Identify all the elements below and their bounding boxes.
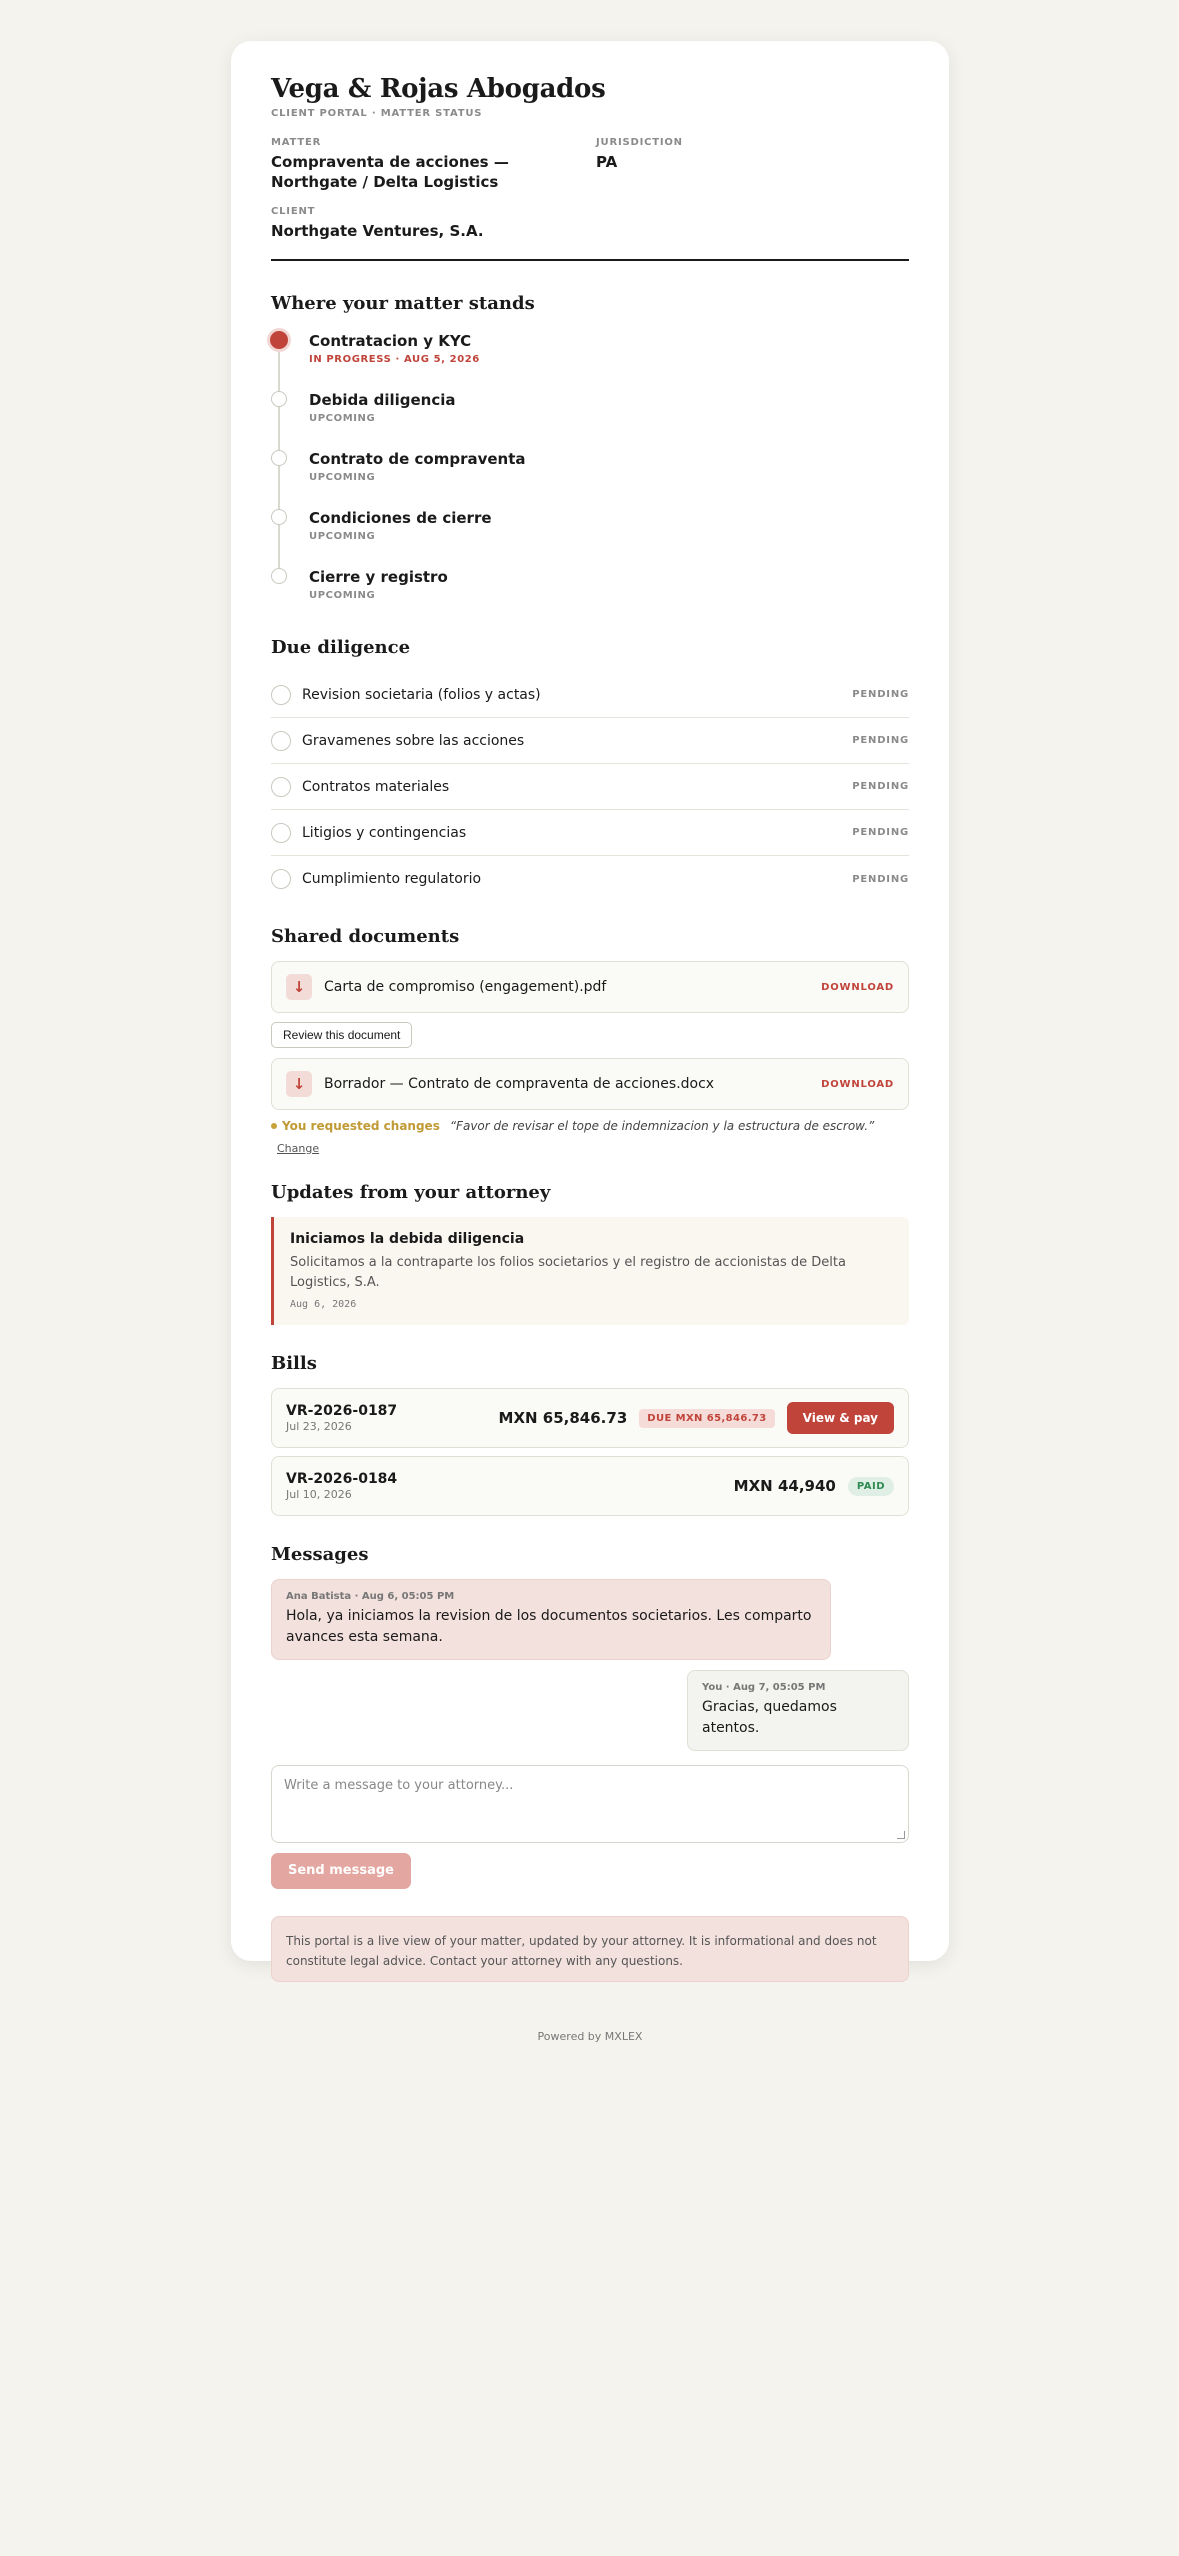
bill-date: Jul 10, 2026	[286, 1488, 352, 1501]
stage-status: UPCOMING	[309, 531, 376, 542]
empty-check-circle-icon	[271, 869, 291, 889]
matter-meta	[271, 137, 909, 192]
messages-section	[271, 1544, 909, 1889]
checklist-item	[271, 672, 909, 718]
stage-dot-icon	[271, 509, 287, 525]
portal-subtitle: CLIENT PORTAL · MATTER STATUS	[271, 108, 483, 119]
change-request-label: You requested changes	[282, 1119, 440, 1133]
document-name: Carta de compromiso (engagement).pdf	[324, 979, 607, 995]
checklist-item	[271, 764, 909, 810]
bill-id: VR-2026-0187	[286, 1403, 398, 1419]
messages-title: Messages	[271, 1544, 369, 1565]
checklist-item-label: Contratos materiales	[302, 778, 450, 795]
timeline-stage	[271, 450, 909, 509]
timeline-title: Where your matter stands	[271, 293, 535, 314]
bill-amount: MXN 65,846.73	[498, 1409, 628, 1427]
review-document-button[interactable]: Review this document	[271, 1022, 412, 1048]
checklist-item-label: Revision societaria (folios y actas)	[302, 686, 541, 703]
firm-name: Vega & Rojas Abogados	[271, 74, 606, 104]
download-arrow-icon: ↓	[286, 1071, 312, 1097]
message-input-placeholder: Write a message to your attorney...	[284, 1778, 514, 1793]
disclaimer: This portal is a live view of your matter, updated by your attorney. It is informational and does not constitute legal advice. Contact your attorney with any questions.	[271, 1916, 909, 1982]
timeline-stage	[271, 568, 909, 627]
empty-check-circle-icon	[271, 777, 291, 797]
timeline-stage	[271, 332, 909, 391]
due-diligence-section	[271, 637, 909, 902]
client-label: CLIENT	[271, 206, 316, 217]
empty-check-circle-icon	[271, 685, 291, 705]
bills-section	[271, 1353, 909, 1516]
documents-title: Shared documents	[271, 926, 460, 947]
bill-row	[271, 1388, 909, 1448]
checklist-item-label: Cumplimiento regulatorio	[302, 871, 482, 887]
message-text: Hola, ya iniciamos la revision de los documentos societarios. Les comparto avances esta semana.	[286, 1608, 812, 1645]
stage-status: UPCOMING	[309, 590, 376, 601]
document-row[interactable]	[271, 1058, 909, 1110]
download-link[interactable]: DOWNLOAD	[821, 981, 894, 993]
stage-name: Contrato de compraventa	[309, 450, 526, 468]
bill-due-badge: DUE MXN 65,846.73	[639, 1409, 774, 1428]
jurisdiction-label: JURISDICTION	[596, 137, 683, 148]
change-request-quote: “Favor de revisar el tope de indemnizacion y la estructura de escrow.”	[449, 1119, 875, 1133]
updates-title: Updates from your attorney	[271, 1182, 551, 1203]
bill-row	[271, 1456, 909, 1516]
checklist-item-label: Litigios y contingencias	[302, 824, 467, 841]
update-title: Iniciamos la debida diligencia	[290, 1231, 525, 1247]
document-row[interactable]	[271, 961, 909, 1013]
download-link[interactable]: DOWNLOAD	[821, 1078, 894, 1090]
matter-label: MATTER	[271, 137, 322, 148]
checklist-item-status: PENDING	[852, 873, 909, 885]
stage-timeline	[271, 332, 909, 627]
checklist-item-status: PENDING	[852, 735, 909, 746]
change-request	[271, 1119, 909, 1133]
empty-check-circle-icon	[271, 731, 291, 751]
stage-name: Debida diligencia	[309, 391, 456, 409]
download-arrow-icon: ↓	[286, 974, 312, 1000]
stage-active-dot-icon	[270, 331, 288, 349]
stage-name: Condiciones de cierre	[309, 509, 492, 527]
stage-status: UPCOMING	[309, 472, 376, 483]
document-name: Borrador — Contrato de compraventa de acciones.docx	[324, 1076, 715, 1092]
stage-dot-icon	[271, 450, 287, 466]
outgoing-message	[687, 1670, 909, 1751]
bill-date: Jul 23, 2026	[286, 1420, 352, 1433]
stage-status: UPCOMING	[309, 413, 376, 424]
client-value: Northgate Ventures, S.A.	[271, 222, 484, 240]
update-date: Aug 6, 2026	[290, 1299, 357, 1310]
stage-name: Contratacion y KYC	[309, 332, 472, 350]
change-link[interactable]: Change	[277, 1142, 320, 1155]
due-diligence-list	[271, 672, 909, 902]
checklist-item-status: PENDING	[852, 689, 909, 700]
incoming-message	[271, 1579, 831, 1660]
timeline-stage	[271, 509, 909, 568]
message-input[interactable]	[271, 1765, 909, 1843]
header-divider	[271, 259, 909, 261]
stage-dot-icon	[271, 391, 287, 407]
attorney-update	[271, 1217, 909, 1325]
stage-status: IN PROGRESS · AUG 5, 2026	[309, 354, 480, 365]
checklist-item	[271, 718, 909, 764]
checklist-item	[271, 856, 909, 902]
powered-by: Powered by MXLEX	[537, 2030, 643, 2043]
checklist-item-status: PENDING	[852, 827, 909, 838]
message-meta: You · Aug 7, 05:05 PM	[702, 1682, 826, 1693]
bill-id: VR-2026-0184	[286, 1471, 398, 1487]
checklist-item-label: Gravamenes sobre las acciones	[302, 732, 525, 749]
send-message-button[interactable]: Send message	[271, 1853, 411, 1889]
documents-section	[271, 926, 909, 1156]
portal-header	[271, 74, 909, 261]
bill-paid-badge: PAID	[848, 1477, 894, 1496]
bills-title: Bills	[271, 1353, 317, 1374]
message-meta: Ana Batista · Aug 6, 05:05 PM	[286, 1591, 455, 1602]
message-text: Gracias, quedamos atentos.	[702, 1699, 837, 1736]
stage-dot-icon	[271, 568, 287, 584]
timeline-section	[271, 293, 909, 627]
stage-name: Cierre y registro	[309, 568, 448, 586]
checklist-item-status: PENDING	[852, 781, 909, 792]
portal-card	[231, 41, 949, 2043]
status-dot-icon	[271, 1123, 277, 1129]
resize-handle-icon[interactable]	[897, 1831, 905, 1839]
jurisdiction-value: PA	[596, 153, 618, 171]
due-diligence-title: Due diligence	[271, 637, 411, 658]
matter-value: Compraventa de acciones — Northgate / Delta Logistics	[271, 153, 509, 191]
bill-amount: MXN 44,940	[733, 1477, 836, 1495]
timeline-stage	[271, 391, 909, 450]
empty-check-circle-icon	[271, 823, 291, 843]
checklist-item	[271, 810, 909, 856]
updates-section	[271, 1182, 909, 1325]
update-body: Solicitamos a la contraparte los folios societarios y el registro de accionistas de Delta Logistics, S.A.	[290, 1255, 846, 1290]
view-and-pay-button[interactable]: View & pay	[787, 1402, 894, 1434]
